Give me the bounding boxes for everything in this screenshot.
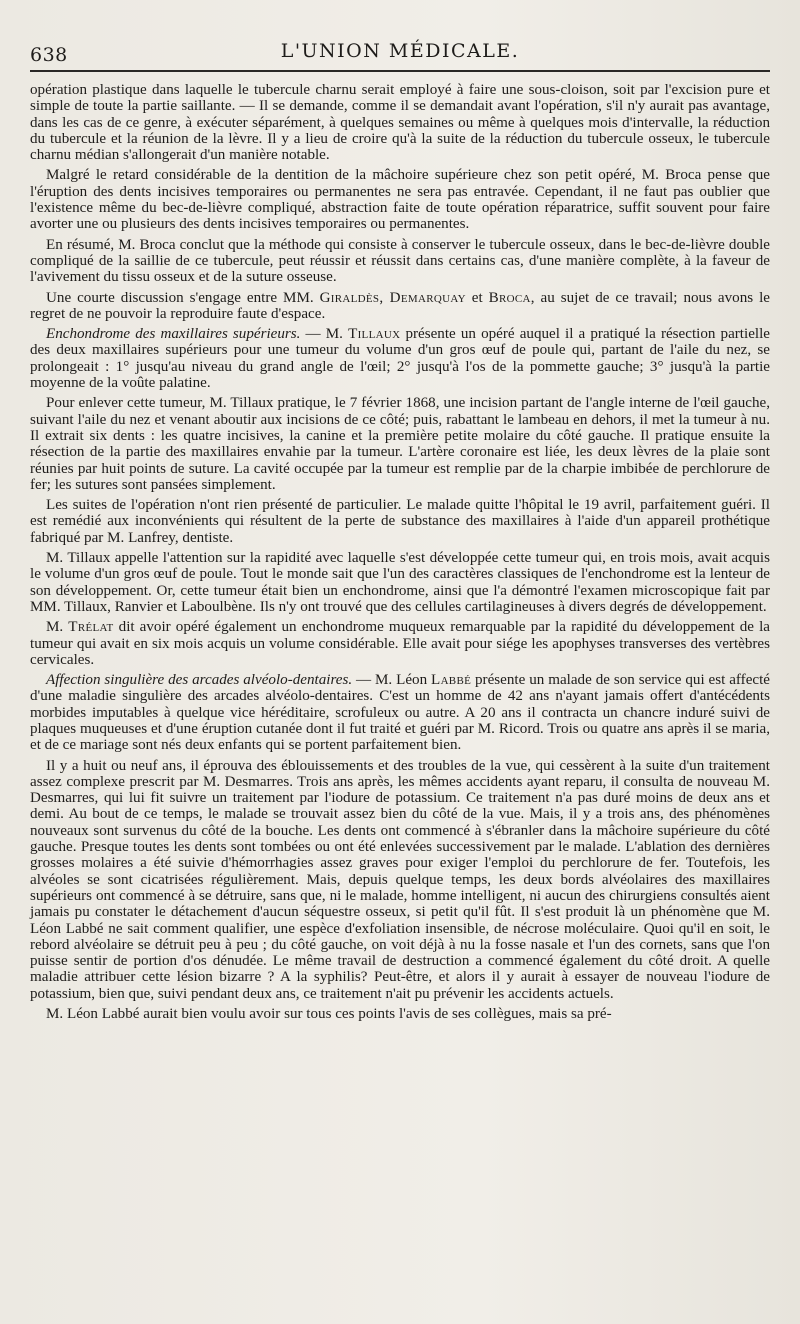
paragraph: Les suites de l'opération n'ont rien présenté de particulier. Le malade quitte l'hôpital le 19 avril, parfaitement guéri. Il est remédié aux inconvénients qui résultent de la perte de substance des maxillaires à l'aide d'un appareil prothétique fabriqué par M. Lanfrey, dentiste. — [30, 497, 770, 546]
running-title: L'UNION MÉDICALE. — [280, 40, 520, 62]
paragraph: Enchondrome des maxillaires supérieurs. — M. Tillaux présente un opéré auquel il a pratiqué la résection partielle des deux maxillaires supérieurs pour une tumeur du volume d'un gros œuf de poule qui, partant de l'aile du nez, se prolongeait : 1° jusqu'au niveau du grand angle de l'œil; 2° jusqu'à l'os de la pommette gauche; 3° jusqu'à la partie moyenne de la voûte palatine. — [30, 326, 770, 392]
speaker-names: Giraldès, Demarquay — [319, 289, 466, 306]
section-lead: Enchondrome des maxillaires supérieurs. — [46, 326, 301, 343]
header-rule — [30, 70, 770, 72]
speaker-name: Trélat — [68, 619, 114, 636]
article-body — [30, 82, 770, 1026]
speaker-name: Broca — [488, 289, 531, 306]
paragraph: M. Léon Labbé aurait bien voulu avoir sur tous ces points l'avis de ses collègues, mais sa pré- — [46, 1006, 612, 1023]
paragraph: Pour enlever cette tumeur, M. Tillaux pratique, le 7 février 1868, une incision partant de l'angle interne de l'œil gauche, suivant l'aile du nez et venant aboutir aux incisions de ce côté; puis, rabattant le lambeau en dehors, il met la tumeur à nu. Il extrait six dents : les quatre incisives, la canine et la première petite molaire du côté gauche. Il pratique ensuite la résection de la partie des maxillaires envahie par la tumeur. L'artère coronaire est liée, les deux lèvres de la plaie sont réunies par huit points de suture. La cavité occupée par la tumeur est remplie par de la charpie imbibée de perchlorure de fer; les sutures sont pansées simplement. — [30, 395, 770, 493]
paragraph: Malgré le retard considérable de la dentition de la mâchoire supérieure chez son petit opéré, M. Broca pense que l'éruption des dents incisives temporaires ou permanentes ne sera pas entravée. Cependant, il ne faut pas oublier que l'existence même du bec-de-lièvre compliqué, abstraction faite de toute opération réparatrice, suffit souvent pour faire avorter une ou plusieurs des dents incisives temporaires ou permanentes. — [30, 167, 770, 233]
paragraph: Affection singulière des arcades alvéolo-dentaires. — M. Léon Labbé présente un malade de son service qui est affecté d'une maladie singulière des arcades alvéolo-dentaires. C'est un homme de 42 ans n'ayant jamais offert d'antécédents morbides imputables à quelque vice héréditaire, scrofuleux ou autre. A 20 ans il contracta un chancre induré suivi de plaques muqueuses et d'une éruption cutanée dont il fut traité et guéri par M. Ricord. Trois ou quatre ans après il se maria, et de ce mariage sont nés deux enfants qui se portent parfaitement bien. — [30, 672, 770, 754]
paragraph: Une courte discussion s'engage entre MM. Giraldès, Demarquay et Broca, au sujet de ce travail; nous avons le regret de ne pouvoir la reproduire faute d'espace. — [30, 289, 770, 322]
paragraph: Il y a huit ou neuf ans, il éprouva des éblouissements et des troubles de la vue, qui cessèrent à la suite d'un traitement assez complexe prescrit par M. Desmarres. Trois ans après, les mêmes accidents ayant reparu, il consulta de nouveau M. Desmarres, qui lui fit suivre un traitement par l'iodure de potassium. Ce traitement n'a pas duré moins de deux ans et demi. Au bout de ce temps, le malade se trouvait assez bien du côté de la vue. Mais, il y a trois ans, des phénomènes nouveaux sont survenus du côté de la bouche. Les dents ont commencé à s'ébranler dans la mâchoire supérieure du côté gauche. Presque toutes les dents sont tombées ou ont été enlevées successivement par le malade. L'ablation des dernières grosses molaires a été suivie d'hémorrhagies assez graves pour exiger l'emploi du perchlorure de fer. Toutefois, les alvéoles se sont cicatrisées régulièrement. Mais, depuis quelque temps, les deux bords alvéolaires des maxillaires supérieurs ont commencé à se détruire, sans que, ni le malade, homme intelligent, ni aucun des chirurgiens consultés aient jamais pu constater le détachement d'aucun séquestre osseux, si petit qu'il fût. Il s'est produit là un phénomène que M. Léon Labbé ne sait comment qualifier, une espèce d'exfoliation insensible, de nécrose moléculaire. Quoi qu'il en soit, le rebord alvéolaire se détruit peu à peu ; du côté gauche, on voit déjà à nu la fosse nasale et l'un des cornets, sans que l'on puisse sentir de portion d'os dénudée. Le même travail de destruction a commencé également du côté droit. A quelle maladie attribuer cette lésion bizarre ? A la syphilis? Peut-être, et alors il y aurait à essayer de nouveau l'iodure de potassium, bien que, suivi pendant deux ans, ce traitement n'ait pu prévenir les accidents actuels. — [30, 757, 770, 1002]
paragraph: opération plastique dans laquelle le tubercule charnu serait employé à faire une sous-cloison, soit par l'excision pure et simple de toute la partie saillante. — Il se demande, comme il se demandait avant l'opération, s'il n'y aurait pas avantage, dans les cas de ce genre, à exécuter séparément, à quelques semaines ou même à quelques mois d'intervalle, la réduction du tubercule et la réunion de la lèvre. Il y a lieu de croire qu'à la suite de la réduction du tubercule osseux, le tubercule charnu médian s'allongerait d'un manière notable. — [30, 82, 770, 164]
paragraph: M. Trélat dit avoir opéré également un enchondrome muqueux remarquable par la rapidité du développement de la tumeur qui avait en six mois acquis un volume considérable. Elle avait pour siége les apophyses transverses des vertèbres cervicales. — [30, 619, 770, 668]
paragraph: M. Tillaux appelle l'attention sur la rapidité avec laquelle s'est développée cette tumeur qui, en trois mois, avait acquis le volume d'un gros œuf de poule. Tout le monde sait que l'un des caractères classiques de l'enchondrome est la lenteur de son développement. Or, cette tumeur était bien un enchondrome, ainsi que l'a démontré l'examen microscopique fait par MM. Tillaux, Ranvier et Laboulbène. Ils n'y ont trouvé que des cellules cartilagineuses à divers degrés de développement. — [30, 550, 770, 615]
paragraph: En résumé, M. Broca conclut que la méthode qui consiste à conserver le tubercule osseux, dans le bec-de-lièvre double compliqué de la saillie de ce tubercule, peut réussir et réussit dans certains cas, d'une manière complète, à la faveur de l'avivement du tissu osseux et de la suture osseuse. — [30, 236, 770, 286]
section-lead: Affection singulière des arcades alvéolo-dentaires. — [46, 672, 353, 689]
speaker-name: Tillaux — [348, 326, 401, 343]
speaker-name: Labbé — [431, 672, 472, 689]
page-number: 638 — [30, 44, 68, 66]
page-header — [30, 36, 770, 66]
